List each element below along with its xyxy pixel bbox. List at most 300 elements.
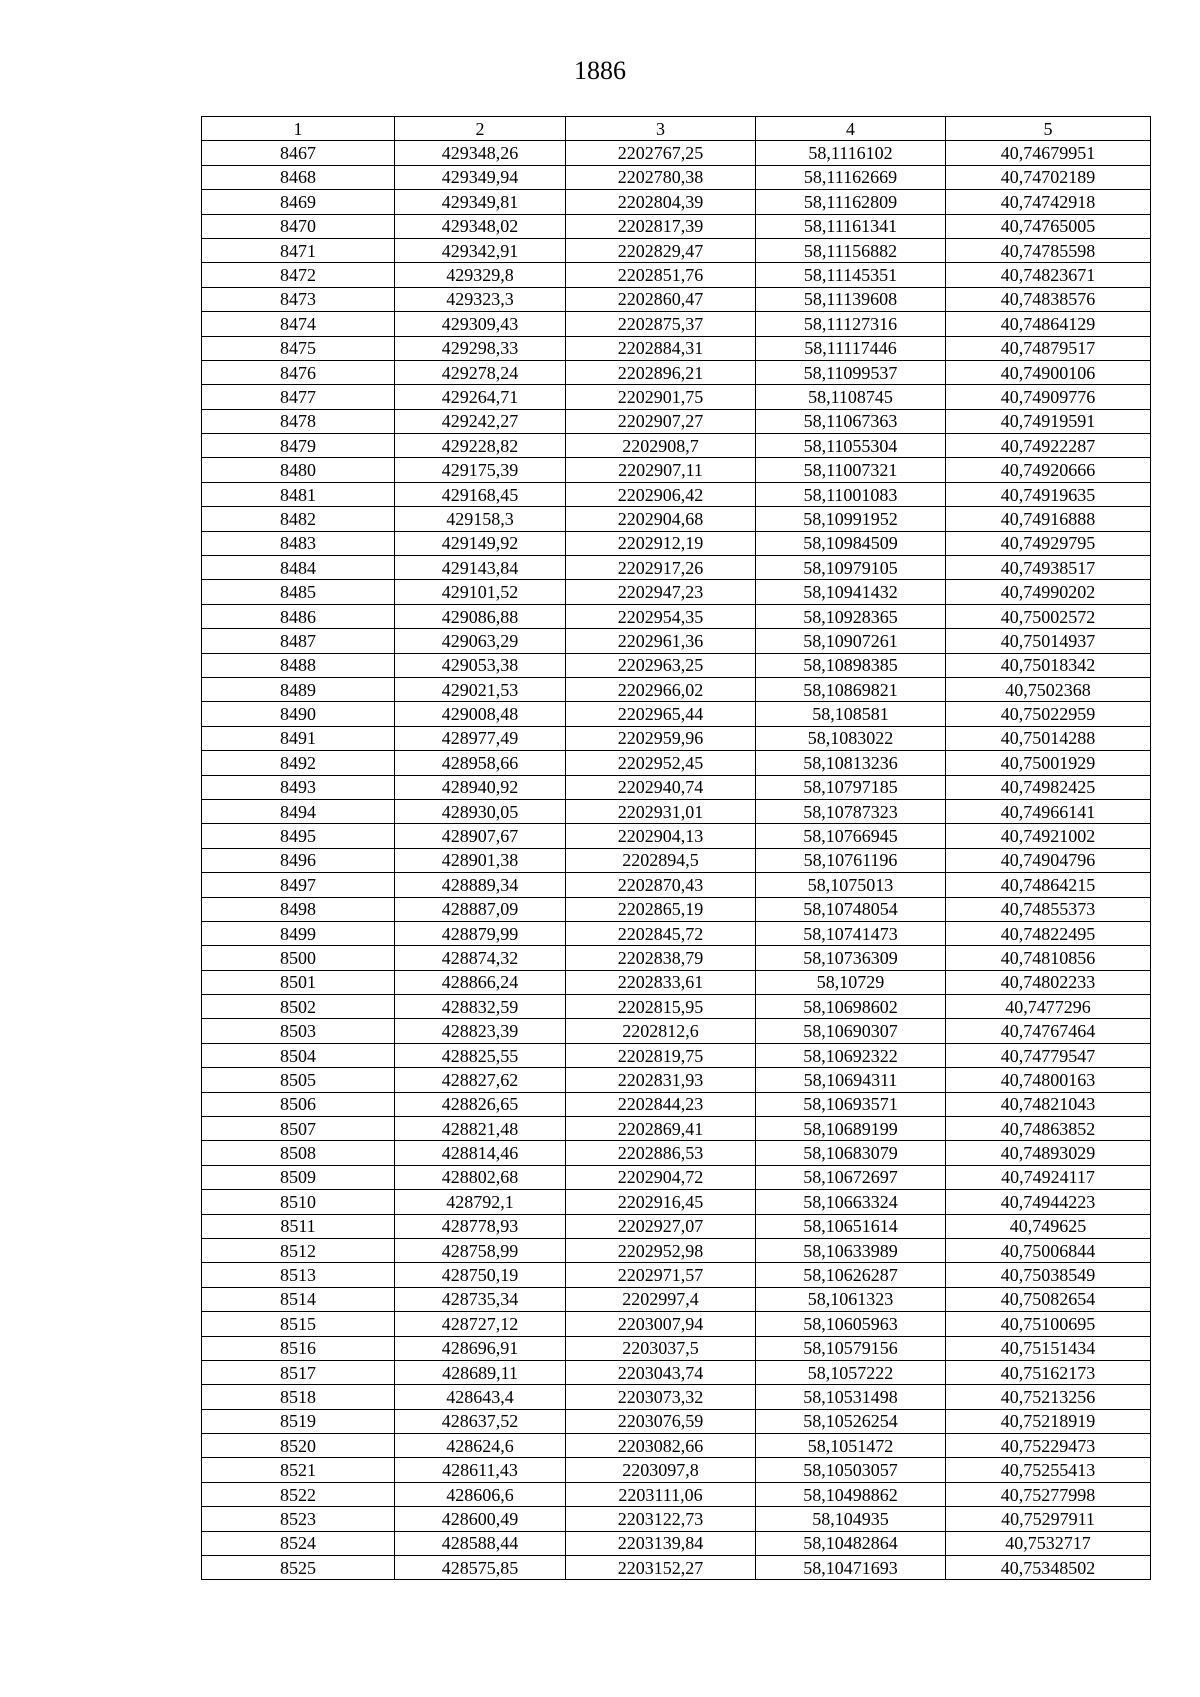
latitude-cell: 58,10531498 bbox=[756, 1385, 946, 1409]
latitude-cell: 58,10690307 bbox=[756, 1019, 946, 1043]
y-coordinate-cell: 2202845,72 bbox=[566, 921, 756, 945]
table-row bbox=[202, 1287, 1151, 1311]
latitude-cell: 58,10503057 bbox=[756, 1458, 946, 1482]
x-coordinate-cell: 429086,88 bbox=[395, 604, 566, 628]
latitude-cell: 58,1108745 bbox=[756, 385, 946, 409]
table-row bbox=[202, 751, 1151, 775]
longitude-cell: 40,74929795 bbox=[946, 531, 1151, 555]
x-coordinate-cell: 428624,6 bbox=[395, 1434, 566, 1458]
x-coordinate-cell: 428940,92 bbox=[395, 775, 566, 799]
table-row bbox=[202, 385, 1151, 409]
point-number-cell: 8523 bbox=[202, 1507, 395, 1531]
y-coordinate-cell: 2202875,37 bbox=[566, 312, 756, 336]
latitude-cell: 58,11001083 bbox=[756, 482, 946, 506]
y-coordinate-cell: 2202904,72 bbox=[566, 1165, 756, 1189]
longitude-cell: 40,74765005 bbox=[946, 214, 1151, 238]
point-number-cell: 8511 bbox=[202, 1214, 395, 1238]
y-coordinate-cell: 2202940,74 bbox=[566, 775, 756, 799]
x-coordinate-cell: 428792,1 bbox=[395, 1190, 566, 1214]
table-row bbox=[202, 556, 1151, 580]
point-number-cell: 8483 bbox=[202, 531, 395, 555]
latitude-cell: 58,10672697 bbox=[756, 1165, 946, 1189]
table-row bbox=[202, 946, 1151, 970]
table-row bbox=[202, 726, 1151, 750]
x-coordinate-cell: 428930,05 bbox=[395, 799, 566, 823]
x-coordinate-cell: 428611,43 bbox=[395, 1458, 566, 1482]
point-number-cell: 8509 bbox=[202, 1165, 395, 1189]
x-coordinate-cell: 429101,52 bbox=[395, 580, 566, 604]
y-coordinate-cell: 2202917,26 bbox=[566, 556, 756, 580]
longitude-cell: 40,74924117 bbox=[946, 1165, 1151, 1189]
latitude-cell: 58,11161341 bbox=[756, 214, 946, 238]
y-coordinate-cell: 2202908,7 bbox=[566, 434, 756, 458]
x-coordinate-cell: 428889,34 bbox=[395, 873, 566, 897]
x-coordinate-cell: 429323,3 bbox=[395, 287, 566, 311]
longitude-cell: 40,74821043 bbox=[946, 1092, 1151, 1116]
y-coordinate-cell: 2202870,43 bbox=[566, 873, 756, 897]
table-row bbox=[202, 1165, 1151, 1189]
longitude-cell: 40,74909776 bbox=[946, 385, 1151, 409]
latitude-cell: 58,10692322 bbox=[756, 1043, 946, 1067]
latitude-cell: 58,104935 bbox=[756, 1507, 946, 1531]
point-number-cell: 8470 bbox=[202, 214, 395, 238]
y-coordinate-cell: 2203076,59 bbox=[566, 1409, 756, 1433]
point-number-cell: 8474 bbox=[202, 312, 395, 336]
point-number-cell: 8478 bbox=[202, 409, 395, 433]
x-coordinate-cell: 429168,45 bbox=[395, 482, 566, 506]
point-number-cell: 8524 bbox=[202, 1531, 395, 1555]
longitude-cell: 40,74879517 bbox=[946, 336, 1151, 360]
table-row bbox=[202, 312, 1151, 336]
x-coordinate-cell: 428814,46 bbox=[395, 1141, 566, 1165]
y-coordinate-cell: 2203007,94 bbox=[566, 1312, 756, 1336]
point-number-cell: 8496 bbox=[202, 848, 395, 872]
table-row bbox=[202, 921, 1151, 945]
y-coordinate-cell: 2202907,27 bbox=[566, 409, 756, 433]
latitude-cell: 58,108581 bbox=[756, 702, 946, 726]
point-number-cell: 8507 bbox=[202, 1117, 395, 1141]
x-coordinate-cell: 429278,24 bbox=[395, 360, 566, 384]
y-coordinate-cell: 2202831,93 bbox=[566, 1068, 756, 1092]
longitude-cell: 40,75162173 bbox=[946, 1360, 1151, 1384]
latitude-cell: 58,10663324 bbox=[756, 1190, 946, 1214]
latitude-cell: 58,11145351 bbox=[756, 263, 946, 287]
longitude-cell: 40,74779547 bbox=[946, 1043, 1151, 1067]
table-row bbox=[202, 1238, 1151, 1262]
y-coordinate-cell: 2202833,61 bbox=[566, 970, 756, 994]
table-row bbox=[202, 1043, 1151, 1067]
y-coordinate-cell: 2202901,75 bbox=[566, 385, 756, 409]
latitude-cell: 58,10984509 bbox=[756, 531, 946, 555]
x-coordinate-cell: 428874,32 bbox=[395, 946, 566, 970]
point-number-cell: 8475 bbox=[202, 336, 395, 360]
longitude-cell: 40,74919635 bbox=[946, 482, 1151, 506]
y-coordinate-cell: 2202886,53 bbox=[566, 1141, 756, 1165]
x-coordinate-cell: 429158,3 bbox=[395, 507, 566, 531]
longitude-cell: 40,74767464 bbox=[946, 1019, 1151, 1043]
point-number-cell: 8492 bbox=[202, 751, 395, 775]
table-row bbox=[202, 995, 1151, 1019]
longitude-cell: 40,75229473 bbox=[946, 1434, 1151, 1458]
latitude-cell: 58,11127316 bbox=[756, 312, 946, 336]
latitude-cell: 58,1116102 bbox=[756, 141, 946, 165]
y-coordinate-cell: 2202884,31 bbox=[566, 336, 756, 360]
x-coordinate-cell: 429021,53 bbox=[395, 677, 566, 701]
x-coordinate-cell: 428606,6 bbox=[395, 1482, 566, 1506]
y-coordinate-cell: 2202904,68 bbox=[566, 507, 756, 531]
table-row bbox=[202, 1141, 1151, 1165]
y-coordinate-cell: 2202812,6 bbox=[566, 1019, 756, 1043]
point-number-cell: 8481 bbox=[202, 482, 395, 506]
y-coordinate-cell: 2202916,45 bbox=[566, 1190, 756, 1214]
point-number-cell: 8467 bbox=[202, 141, 395, 165]
x-coordinate-cell: 428827,62 bbox=[395, 1068, 566, 1092]
point-number-cell: 8486 bbox=[202, 604, 395, 628]
y-coordinate-cell: 2202780,38 bbox=[566, 165, 756, 189]
x-coordinate-cell: 428901,38 bbox=[395, 848, 566, 872]
y-coordinate-cell: 2202894,5 bbox=[566, 848, 756, 872]
y-coordinate-cell: 2202963,25 bbox=[566, 653, 756, 677]
latitude-cell: 58,10898385 bbox=[756, 653, 946, 677]
y-coordinate-cell: 2202947,23 bbox=[566, 580, 756, 604]
table-body bbox=[202, 141, 1151, 1580]
x-coordinate-cell: 429349,94 bbox=[395, 165, 566, 189]
latitude-cell: 58,10748054 bbox=[756, 897, 946, 921]
point-number-cell: 8519 bbox=[202, 1409, 395, 1433]
point-number-cell: 8506 bbox=[202, 1092, 395, 1116]
x-coordinate-cell: 428907,67 bbox=[395, 824, 566, 848]
latitude-cell: 58,10766945 bbox=[756, 824, 946, 848]
longitude-cell: 40,75100695 bbox=[946, 1312, 1151, 1336]
table-row bbox=[202, 629, 1151, 653]
table-row bbox=[202, 1360, 1151, 1384]
longitude-cell: 40,74864129 bbox=[946, 312, 1151, 336]
latitude-cell: 58,10579156 bbox=[756, 1336, 946, 1360]
coordinates-table bbox=[201, 116, 1151, 1580]
point-number-cell: 8473 bbox=[202, 287, 395, 311]
x-coordinate-cell: 428643,4 bbox=[395, 1385, 566, 1409]
point-number-cell: 8502 bbox=[202, 995, 395, 1019]
latitude-cell: 58,10626287 bbox=[756, 1263, 946, 1287]
y-coordinate-cell: 2202906,42 bbox=[566, 482, 756, 506]
x-coordinate-cell: 428637,52 bbox=[395, 1409, 566, 1433]
latitude-cell: 58,10813236 bbox=[756, 751, 946, 775]
table-row bbox=[202, 1019, 1151, 1043]
x-coordinate-cell: 429264,71 bbox=[395, 385, 566, 409]
longitude-cell: 40,75002572 bbox=[946, 604, 1151, 628]
point-number-cell: 8477 bbox=[202, 385, 395, 409]
latitude-cell: 58,10689199 bbox=[756, 1117, 946, 1141]
x-coordinate-cell: 428826,65 bbox=[395, 1092, 566, 1116]
y-coordinate-cell: 2203082,66 bbox=[566, 1434, 756, 1458]
longitude-cell: 40,74982425 bbox=[946, 775, 1151, 799]
latitude-cell: 58,10741473 bbox=[756, 921, 946, 945]
x-coordinate-cell: 429143,84 bbox=[395, 556, 566, 580]
x-coordinate-cell: 429329,8 bbox=[395, 263, 566, 287]
latitude-cell: 58,1075013 bbox=[756, 873, 946, 897]
x-coordinate-cell: 429008,48 bbox=[395, 702, 566, 726]
table-row bbox=[202, 824, 1151, 848]
x-coordinate-cell: 428879,99 bbox=[395, 921, 566, 945]
y-coordinate-cell: 2202927,07 bbox=[566, 1214, 756, 1238]
longitude-cell: 40,75218919 bbox=[946, 1409, 1151, 1433]
latitude-cell: 58,10693571 bbox=[756, 1092, 946, 1116]
x-coordinate-cell: 428958,66 bbox=[395, 751, 566, 775]
latitude-cell: 58,10683079 bbox=[756, 1141, 946, 1165]
longitude-cell: 40,75348502 bbox=[946, 1556, 1151, 1580]
table-row bbox=[202, 1092, 1151, 1116]
table-header-row bbox=[202, 117, 1151, 141]
point-number-cell: 8518 bbox=[202, 1385, 395, 1409]
point-number-cell: 8510 bbox=[202, 1190, 395, 1214]
table-row bbox=[202, 1214, 1151, 1238]
table-row bbox=[202, 165, 1151, 189]
x-coordinate-cell: 428825,55 bbox=[395, 1043, 566, 1067]
y-coordinate-cell: 2202961,36 bbox=[566, 629, 756, 653]
table-row bbox=[202, 970, 1151, 994]
x-coordinate-cell: 429348,02 bbox=[395, 214, 566, 238]
point-number-cell: 8522 bbox=[202, 1482, 395, 1506]
latitude-cell: 58,10651614 bbox=[756, 1214, 946, 1238]
y-coordinate-cell: 2202912,19 bbox=[566, 531, 756, 555]
table-row bbox=[202, 214, 1151, 238]
table-row bbox=[202, 604, 1151, 628]
table-row bbox=[202, 238, 1151, 262]
table-row bbox=[202, 190, 1151, 214]
point-number-cell: 8499 bbox=[202, 921, 395, 945]
latitude-cell: 58,10736309 bbox=[756, 946, 946, 970]
table-row bbox=[202, 507, 1151, 531]
table-row bbox=[202, 1117, 1151, 1141]
y-coordinate-cell: 2202904,13 bbox=[566, 824, 756, 848]
latitude-cell: 58,11162669 bbox=[756, 165, 946, 189]
table-row bbox=[202, 287, 1151, 311]
x-coordinate-cell: 428887,09 bbox=[395, 897, 566, 921]
longitude-cell: 40,7502368 bbox=[946, 677, 1151, 701]
point-number-cell: 8515 bbox=[202, 1312, 395, 1336]
latitude-cell: 58,11099537 bbox=[756, 360, 946, 384]
latitude-cell: 58,10482864 bbox=[756, 1531, 946, 1555]
column-header-1: 1 bbox=[202, 117, 395, 141]
table-row bbox=[202, 1458, 1151, 1482]
latitude-cell: 58,1083022 bbox=[756, 726, 946, 750]
table-row bbox=[202, 1068, 1151, 1092]
table-row bbox=[202, 897, 1151, 921]
longitude-cell: 40,75277998 bbox=[946, 1482, 1151, 1506]
longitude-cell: 40,75213256 bbox=[946, 1385, 1151, 1409]
table-row bbox=[202, 1556, 1151, 1580]
table-row bbox=[202, 360, 1151, 384]
point-number-cell: 8495 bbox=[202, 824, 395, 848]
x-coordinate-cell: 428696,91 bbox=[395, 1336, 566, 1360]
y-coordinate-cell: 2202838,79 bbox=[566, 946, 756, 970]
point-number-cell: 8487 bbox=[202, 629, 395, 653]
x-coordinate-cell: 428689,11 bbox=[395, 1360, 566, 1384]
x-coordinate-cell: 429349,81 bbox=[395, 190, 566, 214]
longitude-cell: 40,74990202 bbox=[946, 580, 1151, 604]
latitude-cell: 58,10907261 bbox=[756, 629, 946, 653]
longitude-cell: 40,75006844 bbox=[946, 1238, 1151, 1262]
latitude-cell: 58,10498862 bbox=[756, 1482, 946, 1506]
x-coordinate-cell: 428977,49 bbox=[395, 726, 566, 750]
y-coordinate-cell: 2203152,27 bbox=[566, 1556, 756, 1580]
point-number-cell: 8508 bbox=[202, 1141, 395, 1165]
x-coordinate-cell: 428588,44 bbox=[395, 1531, 566, 1555]
table-row bbox=[202, 775, 1151, 799]
point-number-cell: 8490 bbox=[202, 702, 395, 726]
point-number-cell: 8501 bbox=[202, 970, 395, 994]
y-coordinate-cell: 2202865,19 bbox=[566, 897, 756, 921]
x-coordinate-cell: 428750,19 bbox=[395, 1263, 566, 1287]
latitude-cell: 58,11117446 bbox=[756, 336, 946, 360]
y-coordinate-cell: 2203122,73 bbox=[566, 1507, 756, 1531]
longitude-cell: 40,7532717 bbox=[946, 1531, 1151, 1555]
y-coordinate-cell: 2202819,75 bbox=[566, 1043, 756, 1067]
longitude-cell: 40,74920666 bbox=[946, 458, 1151, 482]
latitude-cell: 58,10633989 bbox=[756, 1238, 946, 1262]
latitude-cell: 58,10941432 bbox=[756, 580, 946, 604]
table-row bbox=[202, 1263, 1151, 1287]
longitude-cell: 40,75001929 bbox=[946, 751, 1151, 775]
y-coordinate-cell: 2202907,11 bbox=[566, 458, 756, 482]
table-row bbox=[202, 1531, 1151, 1555]
longitude-cell: 40,75022959 bbox=[946, 702, 1151, 726]
longitude-cell: 40,7477296 bbox=[946, 995, 1151, 1019]
column-header-5: 5 bbox=[946, 117, 1151, 141]
longitude-cell: 40,74810856 bbox=[946, 946, 1151, 970]
longitude-cell: 40,74800163 bbox=[946, 1068, 1151, 1092]
longitude-cell: 40,74802233 bbox=[946, 970, 1151, 994]
table-row bbox=[202, 1312, 1151, 1336]
latitude-cell: 58,1061323 bbox=[756, 1287, 946, 1311]
point-number-cell: 8469 bbox=[202, 190, 395, 214]
point-number-cell: 8484 bbox=[202, 556, 395, 580]
longitude-cell: 40,74702189 bbox=[946, 165, 1151, 189]
point-number-cell: 8513 bbox=[202, 1263, 395, 1287]
longitude-cell: 40,75297911 bbox=[946, 1507, 1151, 1531]
latitude-cell: 58,10761196 bbox=[756, 848, 946, 872]
longitude-cell: 40,749625 bbox=[946, 1214, 1151, 1238]
table-row bbox=[202, 580, 1151, 604]
y-coordinate-cell: 2203043,74 bbox=[566, 1360, 756, 1384]
latitude-cell: 58,11162809 bbox=[756, 190, 946, 214]
x-coordinate-cell: 428821,48 bbox=[395, 1117, 566, 1141]
x-coordinate-cell: 429175,39 bbox=[395, 458, 566, 482]
table-row bbox=[202, 1482, 1151, 1506]
latitude-cell: 58,10979105 bbox=[756, 556, 946, 580]
longitude-cell: 40,74900106 bbox=[946, 360, 1151, 384]
longitude-cell: 40,75014288 bbox=[946, 726, 1151, 750]
point-number-cell: 8512 bbox=[202, 1238, 395, 1262]
y-coordinate-cell: 2203097,8 bbox=[566, 1458, 756, 1482]
point-number-cell: 8491 bbox=[202, 726, 395, 750]
longitude-cell: 40,74893029 bbox=[946, 1141, 1151, 1165]
longitude-cell: 40,74785598 bbox=[946, 238, 1151, 262]
point-number-cell: 8494 bbox=[202, 799, 395, 823]
y-coordinate-cell: 2202959,96 bbox=[566, 726, 756, 750]
column-header-2: 2 bbox=[395, 117, 566, 141]
point-number-cell: 8468 bbox=[202, 165, 395, 189]
x-coordinate-cell: 429053,38 bbox=[395, 653, 566, 677]
point-number-cell: 8503 bbox=[202, 1019, 395, 1043]
latitude-cell: 58,10991952 bbox=[756, 507, 946, 531]
y-coordinate-cell: 2202952,45 bbox=[566, 751, 756, 775]
x-coordinate-cell: 428832,59 bbox=[395, 995, 566, 1019]
y-coordinate-cell: 2202767,25 bbox=[566, 141, 756, 165]
table-row bbox=[202, 1507, 1151, 1531]
y-coordinate-cell: 2202804,39 bbox=[566, 190, 756, 214]
latitude-cell: 58,11156882 bbox=[756, 238, 946, 262]
point-number-cell: 8521 bbox=[202, 1458, 395, 1482]
longitude-cell: 40,75018342 bbox=[946, 653, 1151, 677]
longitude-cell: 40,75255413 bbox=[946, 1458, 1151, 1482]
table-row bbox=[202, 1190, 1151, 1214]
point-number-cell: 8471 bbox=[202, 238, 395, 262]
x-coordinate-cell: 428823,39 bbox=[395, 1019, 566, 1043]
longitude-cell: 40,74823671 bbox=[946, 263, 1151, 287]
y-coordinate-cell: 2202896,21 bbox=[566, 360, 756, 384]
longitude-cell: 40,74838576 bbox=[946, 287, 1151, 311]
y-coordinate-cell: 2202966,02 bbox=[566, 677, 756, 701]
table-row bbox=[202, 799, 1151, 823]
latitude-cell: 58,1057222 bbox=[756, 1360, 946, 1384]
y-coordinate-cell: 2202965,44 bbox=[566, 702, 756, 726]
point-number-cell: 8504 bbox=[202, 1043, 395, 1067]
y-coordinate-cell: 2202829,47 bbox=[566, 238, 756, 262]
table-row bbox=[202, 482, 1151, 506]
y-coordinate-cell: 2202952,98 bbox=[566, 1238, 756, 1262]
longitude-cell: 40,74864215 bbox=[946, 873, 1151, 897]
table-row bbox=[202, 1409, 1151, 1433]
latitude-cell: 58,1051472 bbox=[756, 1434, 946, 1458]
x-coordinate-cell: 429342,91 bbox=[395, 238, 566, 262]
y-coordinate-cell: 2202860,47 bbox=[566, 287, 756, 311]
y-coordinate-cell: 2203111,06 bbox=[566, 1482, 756, 1506]
x-coordinate-cell: 429298,33 bbox=[395, 336, 566, 360]
point-number-cell: 8489 bbox=[202, 677, 395, 701]
point-number-cell: 8479 bbox=[202, 434, 395, 458]
x-coordinate-cell: 429149,92 bbox=[395, 531, 566, 555]
y-coordinate-cell: 2202869,41 bbox=[566, 1117, 756, 1141]
table-row bbox=[202, 1434, 1151, 1458]
x-coordinate-cell: 428575,85 bbox=[395, 1556, 566, 1580]
table-row bbox=[202, 702, 1151, 726]
point-number-cell: 8485 bbox=[202, 580, 395, 604]
point-number-cell: 8488 bbox=[202, 653, 395, 677]
longitude-cell: 40,74904796 bbox=[946, 848, 1151, 872]
longitude-cell: 40,74742918 bbox=[946, 190, 1151, 214]
point-number-cell: 8520 bbox=[202, 1434, 395, 1458]
y-coordinate-cell: 2202954,35 bbox=[566, 604, 756, 628]
longitude-cell: 40,74938517 bbox=[946, 556, 1151, 580]
point-number-cell: 8482 bbox=[202, 507, 395, 531]
table-row bbox=[202, 1336, 1151, 1360]
x-coordinate-cell: 428802,68 bbox=[395, 1165, 566, 1189]
longitude-cell: 40,74863852 bbox=[946, 1117, 1151, 1141]
longitude-cell: 40,75082654 bbox=[946, 1287, 1151, 1311]
y-coordinate-cell: 2202997,4 bbox=[566, 1287, 756, 1311]
point-number-cell: 8472 bbox=[202, 263, 395, 287]
x-coordinate-cell: 428758,99 bbox=[395, 1238, 566, 1262]
column-header-4: 4 bbox=[756, 117, 946, 141]
x-coordinate-cell: 428866,24 bbox=[395, 970, 566, 994]
longitude-cell: 40,74944223 bbox=[946, 1190, 1151, 1214]
latitude-cell: 58,10526254 bbox=[756, 1409, 946, 1433]
x-coordinate-cell: 429228,82 bbox=[395, 434, 566, 458]
point-number-cell: 8480 bbox=[202, 458, 395, 482]
x-coordinate-cell: 428778,93 bbox=[395, 1214, 566, 1238]
point-number-cell: 8516 bbox=[202, 1336, 395, 1360]
